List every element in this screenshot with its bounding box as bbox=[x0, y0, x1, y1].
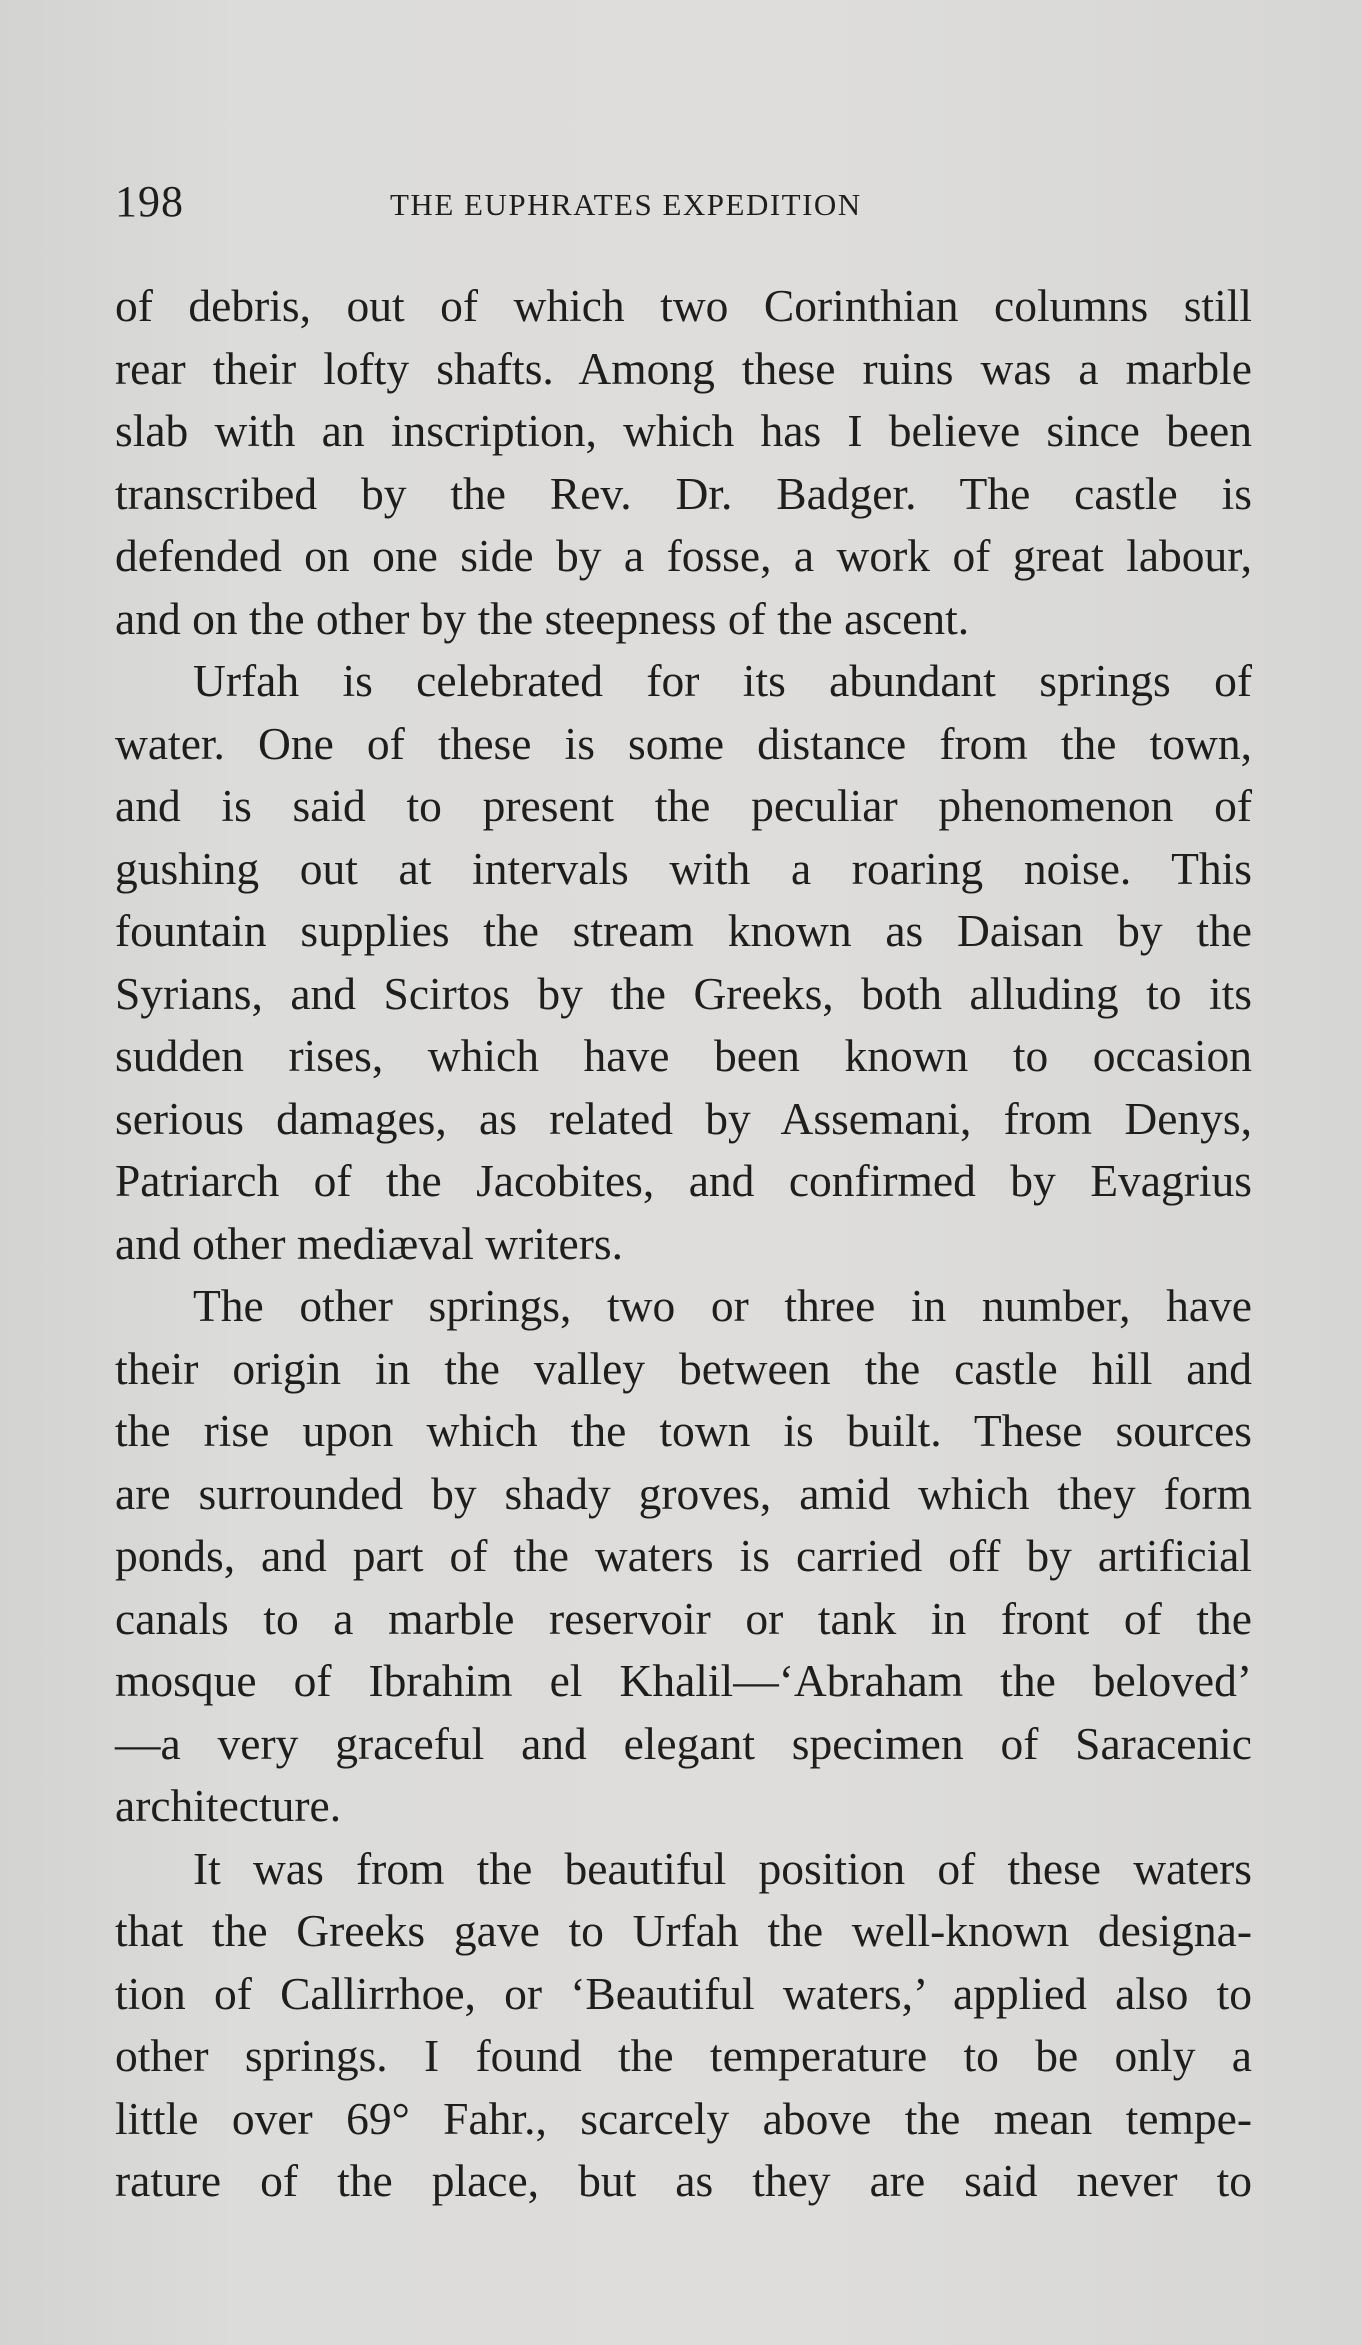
text-line: little over 69° Fahr., scarcely above the mean tempe- bbox=[115, 2092, 1252, 2144]
text-line: Urfah is celebrated for its abundant springs of bbox=[193, 655, 1252, 706]
page-number: 198 bbox=[115, 177, 184, 226]
text-line: slab with an inscription, which has I believe since been bbox=[115, 405, 1252, 456]
text-line: serious damages, as related by Assemani, from Denys, bbox=[115, 1092, 1252, 1144]
text-line: and other mediæval writers. bbox=[115, 1217, 623, 1269]
text-line: that the Greeks gave to Urfah the well-known designa- bbox=[115, 1905, 1252, 1956]
text-line: and on the other by the steepness of the ascent. bbox=[115, 592, 970, 644]
page-header bbox=[115, 172, 1250, 232]
paragraph bbox=[115, 1838, 1252, 2213]
text-line: tion of Callirrhoe, or ‘Beautiful waters,’ applied also to bbox=[115, 1967, 1252, 2019]
text-line: Syrians, and Scirtos by the Greeks, both alluding to its bbox=[115, 967, 1252, 1019]
text-line: defended on one side by a fosse, a work of great labour, bbox=[115, 530, 1252, 581]
text-line: rature of the place, but as they are said never to bbox=[115, 2155, 1252, 2206]
text-line: architecture. bbox=[115, 1780, 342, 1831]
text-line: water. One of these is some distance from the town, bbox=[115, 717, 1252, 769]
text-line: mosque of Ibrahim el Khalil—‘Abraham the beloved’ bbox=[115, 1655, 1252, 1706]
text-line: gushing out at intervals with a roaring noise. This bbox=[115, 842, 1252, 894]
running-head: THE EUPHRATES EXPEDITION bbox=[390, 187, 862, 222]
paragraph bbox=[115, 1275, 1252, 1838]
text-line: of debris, out of which two Corinthian columns still bbox=[115, 280, 1252, 331]
text-line: fountain supplies the stream known as Daisan by the bbox=[115, 905, 1252, 956]
text-line: other springs. I found the temperature to be only a bbox=[115, 2030, 1252, 2081]
text-line: rear their lofty shafts. Among these ruins was a marble bbox=[115, 342, 1252, 394]
text-line: canals to a marble reservoir or tank in front of the bbox=[115, 1592, 1252, 1644]
text-line: —a very graceful and elegant specimen of Saracenic bbox=[115, 1717, 1252, 1769]
text-line: sudden rises, which have been known to occasion bbox=[115, 1030, 1252, 1081]
text-line: transcribed by the Rev. Dr. Badger. The castle is bbox=[115, 467, 1252, 519]
text-line: Patriarch of the Jacobites, and confirmed by Evagrius bbox=[115, 1155, 1252, 1206]
text-line: the rise upon which the town is built. These sources bbox=[115, 1405, 1252, 1456]
text-line: The other springs, two or three in number, have bbox=[193, 1280, 1252, 1331]
text-line: their origin in the valley between the castle hill and bbox=[115, 1342, 1252, 1394]
text-line: and is said to present the peculiar phenomenon of bbox=[115, 780, 1252, 831]
body-text bbox=[115, 275, 1252, 2213]
text-line: ponds, and part of the waters is carried off by artificial bbox=[115, 1530, 1252, 1581]
text-line: It was from the beautiful position of these waters bbox=[193, 1842, 1252, 1894]
text-line: are surrounded by shady groves, amid which they form bbox=[115, 1467, 1252, 1519]
paragraph bbox=[115, 275, 1252, 650]
paragraph bbox=[115, 650, 1252, 1275]
